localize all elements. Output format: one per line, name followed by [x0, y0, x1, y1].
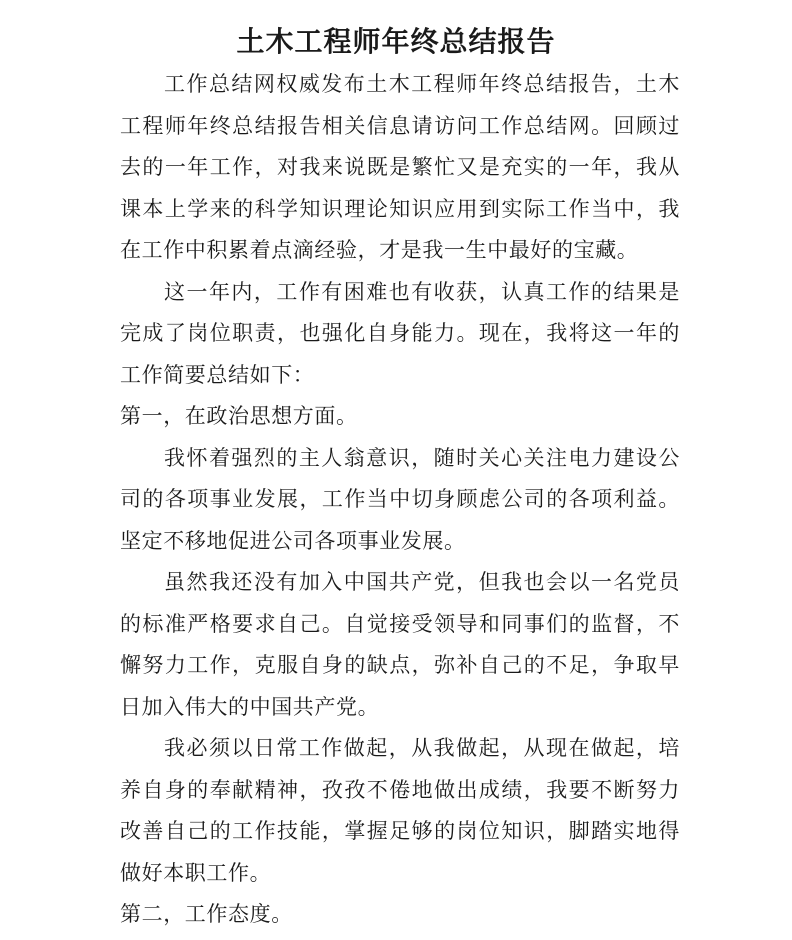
paragraph-intro: 工作总结网权威发布土木工程师年终总结报告，土木工程师年终总结报告相关信息请访问工作总结网。回顾过去的一年工作，对我来说既是繁忙又是充实的一年，我从课本上学来的科学知识理论知识应用到实际工作当中，我在工作中积累着点滴经验，才是我一生中最好的宝藏。 [120, 72, 680, 262]
paragraph-overview: 这一年内，工作有困难也有收获，认真工作的结果是完成了岗位职责，也强化自身能力。现在，我将这一年的工作简要总结如下： [120, 279, 680, 387]
paragraph-party: 虽然我还没有加入中国共产党，但我也会以一名党员的标准严格要求自己。自觉接受领导和同事们的监督，不懈努力工作，克服自身的缺点，弥补自己的不足，争取早日加入伟大的中国共产党。 [120, 570, 680, 719]
document-title: 土木工程师年终总结报告 [236, 25, 556, 58]
section-heading-attitude: 第二，工作态度。 [120, 902, 293, 926]
paragraph-ownership: 我怀着强烈的主人翁意识，随时关心关注电力建设公司的各项事业发展，工作当中切身顾虑公司的各项利益。坚定不移地促进公司各项事业发展。 [120, 445, 680, 553]
paragraph-dedication: 我必须以日常工作做起，从我做起，从现在做起，培养自身的奉献精神，孜孜不倦地做出成绩，我要不断努力改善自己的工作技能，掌握足够的岗位知识，脚踏实地得做好本职工作。 [120, 736, 680, 885]
section-heading-political: 第一，在政治思想方面。 [120, 404, 358, 428]
document-body [120, 64, 680, 936]
